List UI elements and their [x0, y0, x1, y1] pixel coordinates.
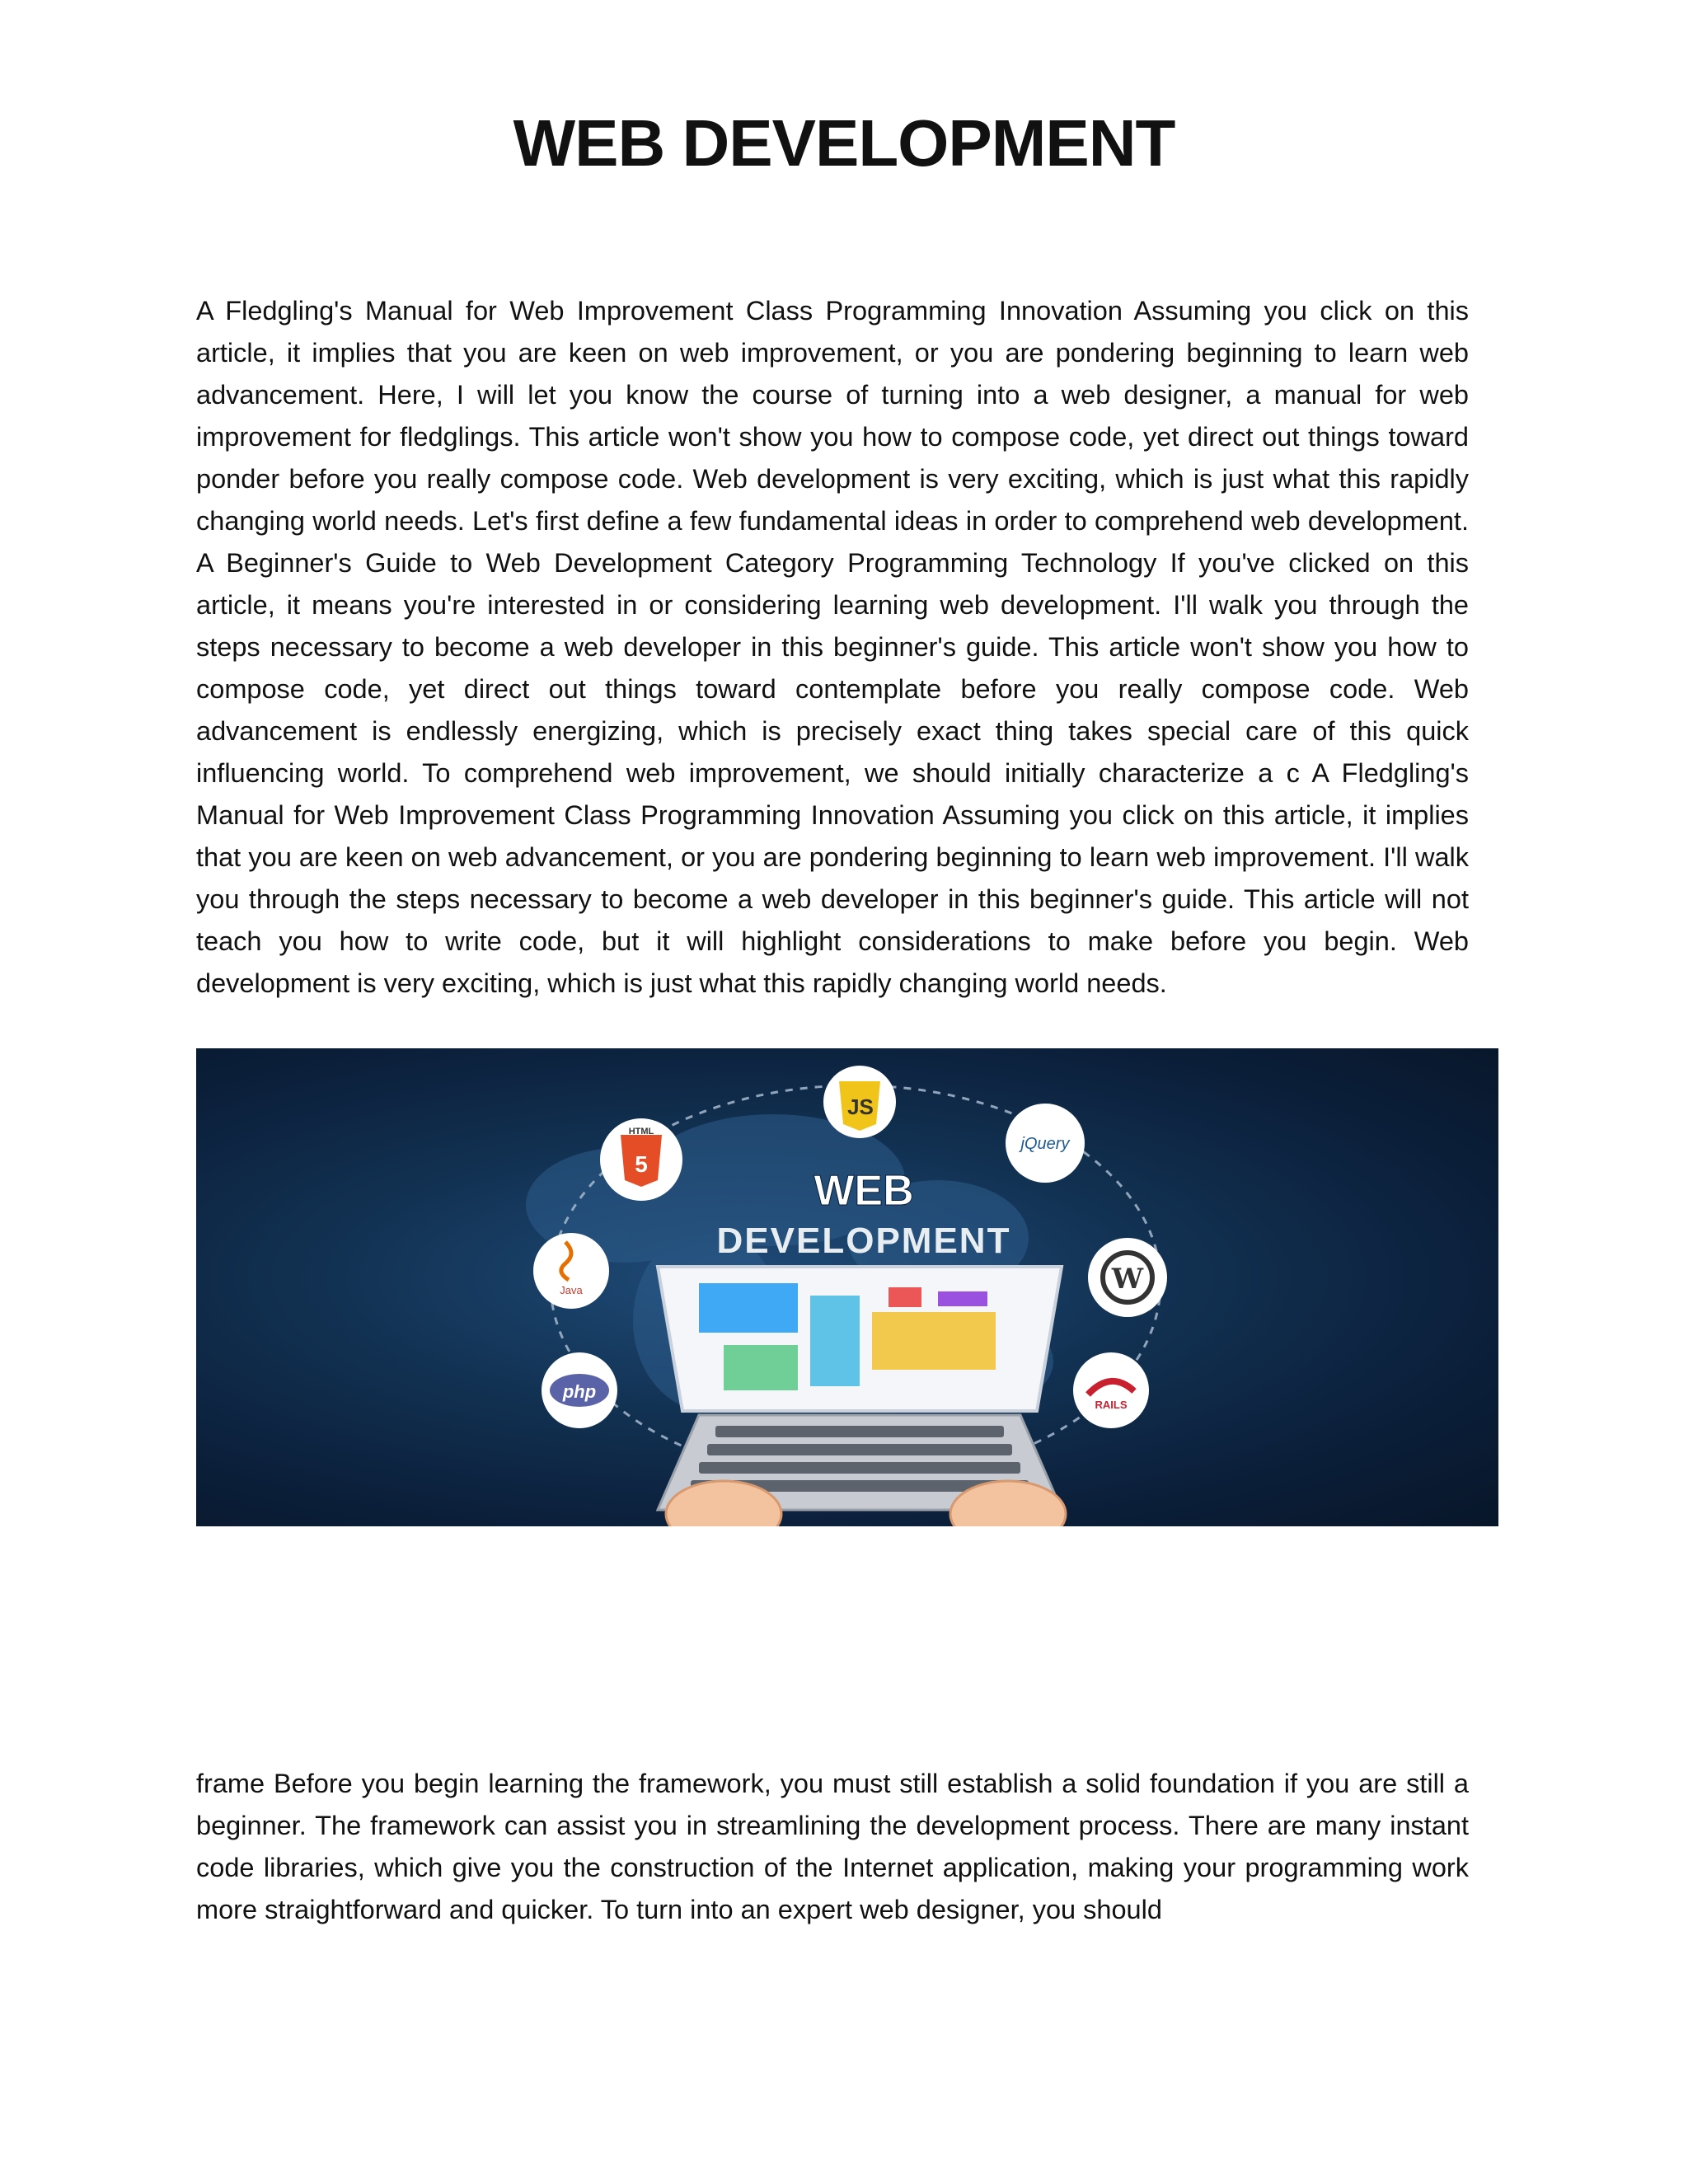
svg-text:RAILS: RAILS [1095, 1399, 1128, 1411]
hero-image-web-development [196, 1048, 1498, 1526]
article-paragraph-2: frame Before you begin learning the framework, you must still establish a solid foundation if you are still a beginner. The framework can assist you in streamlining the development process. There are many instant code libraries, which give you the construction of the Internet application, making your programming work more straightforward and quicker. To turn into an expert web designer, you should [196, 1769, 1469, 1924]
laptop-screen [658, 1267, 1062, 1411]
wordpress-badge [1088, 1238, 1167, 1317]
js-badge [823, 1066, 896, 1138]
rails-badge [1073, 1352, 1149, 1428]
svg-text:jQuery: jQuery [1020, 1135, 1070, 1153]
svg-text:HTML: HTML [628, 1127, 654, 1137]
html5-badge [600, 1118, 682, 1201]
svg-text:JS: JS [847, 1094, 874, 1119]
java-badge [533, 1233, 609, 1309]
hero-heading-development: DEVELOPMENT [716, 1221, 1011, 1261]
article-paragraph-1: A Fledgling's Manual for Web Improvement Class Programming Innovation Assuming you click on this article, it implies that you are keen on web improvement, or you are pondering beginning to learn web advancement. Here, I will let you know the course of turning into a web designer, a manual for web improvement for fledglings. This article won't show you how to compose code, yet direct out things toward ponder before you really compose code. Web development is very exciting, which is just what this rapidly changing world needs. Let's first define a few fundamental ideas in order to comprehend web development. A Beginner's Guide to Web Development Category Programming Technology If you've clicked on this article, it means you're interested in or considering learning web development. I'll walk you through the steps necessary to become a web developer in this beginner's guide. This article won't show you how to compose code, yet direct out things toward contemplate before you really compose code. Web advancement is endlessly energizing, which is precisely exact thing takes special care of this quick influencing world. To comprehend web improvement, we should initially characterize a c A Fledgling's Manual for Web Improvement Class Programming Innovation Assuming you click on this article, it implies that you are keen on web advancement, or you are pondering beginning to learn web improvement. I'll walk you through the steps necessary to become a web developer in this beginner's guide. This article will not teach you how to write code, but it will highlight considerations to make before you begin. Web development is very exciting, which is just what this rapidly changing world needs. [196, 296, 1469, 998]
php-badge [542, 1352, 617, 1428]
svg-text:5: 5 [635, 1151, 648, 1177]
hero-heading-web: WEB [814, 1167, 914, 1215]
page-title: WEB DEVELOPMENT [513, 106, 1175, 180]
svg-text:W: W [1111, 1263, 1144, 1296]
hero-illustration [196, 1048, 1498, 1526]
jquery-badge [1006, 1104, 1085, 1183]
svg-text:php: php [562, 1381, 597, 1402]
svg-text:Java: Java [560, 1284, 583, 1296]
